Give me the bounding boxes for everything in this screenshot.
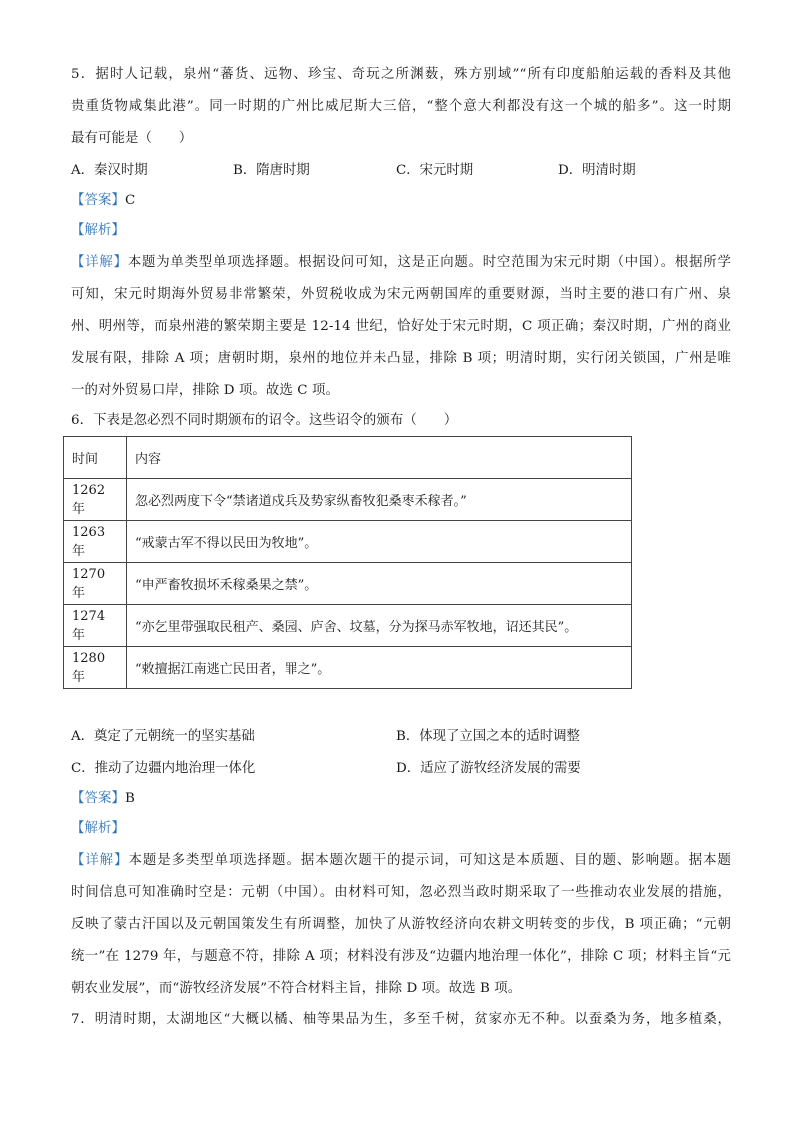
edicts-table — [63, 436, 632, 689]
q5-detail-line-1 — [71, 252, 731, 274]
q5-stem-line-2: 贵重货物咸集此港”。同一时期的广州比威尼斯大三倍，“整个意大利都没有这一个城的船多”。这一时期 — [71, 99, 731, 114]
table-cell-year: 1270 年 — [64, 563, 127, 605]
detail-text: 本题为单类型单项选择题。根据设问可知，这是正向题。时空范围为宋元时期（中国）。根据所学 — [127, 255, 731, 270]
q5-detail-line-4: 发展有限，排除 A 项；唐朝时期，泉州的地位并未凸显，排除 B 项；明清时期，实行闭关锁国，广州是唯 — [71, 351, 731, 366]
table-cell-content: “申严畜牧损坏禾稼桑果之禁”。 — [127, 563, 632, 605]
table-cell-content: 忽必烈两度下令“禁诸道戍兵及势家纵畜牧犯桑枣禾稼者。” — [127, 479, 632, 521]
table-header-time: 时间 — [64, 437, 127, 479]
q5-option-d: D．明清时期 — [558, 163, 636, 178]
table-cell-year: 1280 年 — [64, 647, 127, 689]
q6-detail-line-2: 时间信息可知准确时空是：元朝（中国）。由材料可知，忽必烈当政时期采取了一些推动农业发展的措施， — [71, 885, 731, 900]
detail-text: 本题是多类型单项选择题。据本题次题干的提示词，可知这是本质题、目的题、影响题。据本题 — [128, 853, 731, 868]
q6-stem: 6．下表是忽必烈不同时期颁布的诏令。这些诏令的颁布（ ） — [71, 413, 458, 428]
table-row — [64, 605, 632, 647]
q5-stem-line-3: 最有可能是（ ） — [71, 131, 193, 146]
table-header-row — [64, 437, 632, 479]
q6-analysis-tag — [71, 818, 731, 840]
table-row — [64, 647, 632, 689]
answer-tag: 【答案】 — [71, 193, 125, 208]
q7-stem-line-1: 7．明清时期，太湖地区“大概以橘、柚等果品为生，多至千树，贫家亦无不种。以蚕桑为务，地多植桑， — [71, 1012, 731, 1027]
q5-option-b: B．隋唐时期 — [233, 163, 310, 178]
q5-detail-line-2: 可知，宋元时期海外贸易非常繁荣，外贸税收成为宋元两朝国库的重要财源，当时主要的港口有广州、泉 — [71, 287, 731, 302]
table-cell-content: “亦乞里带强取民租产、桑园、庐舍、坟墓，分为探马赤军牧地，诏还其民”。 — [127, 605, 632, 647]
table-cell-year: 1263 年 — [64, 521, 127, 563]
answer-value: C — [124, 193, 136, 208]
detail-tag: 【详解】 — [71, 853, 129, 868]
answer-tag: 【答案】 — [71, 791, 125, 806]
table-row — [64, 521, 632, 563]
q6-answer — [71, 788, 731, 810]
q6-detail-line-1 — [71, 850, 731, 872]
answer-value: B — [124, 791, 135, 806]
table-cell-year: 1274 年 — [64, 605, 127, 647]
q6-option-c: C．推动了边疆内地治理一体化 — [71, 761, 256, 776]
table-row — [64, 563, 632, 605]
q6-option-b: B．体现了立国之本的适时调整 — [396, 729, 580, 744]
q5-option-c: C．宋元时期 — [396, 163, 474, 178]
q5-answer — [71, 190, 731, 212]
table-cell-content: “敕擅据江南逃亡民田者，罪之”。 — [127, 647, 632, 689]
q5-detail-line-3: 州、明州等，而泉州港的繁荣期主要是 12-14 世纪，恰好处于宋元时期，C 项正确；秦汉时期，广州的商业 — [71, 319, 731, 334]
q6-detail-line-5: 朝农业发展”，而“游牧经济发展”不符合材料主旨，排除 D 项。故选 B 项。 — [71, 981, 522, 996]
q6-detail-line-3: 反映了蒙古汗国以及元朝国策发生有所调整，加快了从游牧经济向农耕文明转变的步伐，B 项正确；“元朝 — [71, 917, 731, 932]
table-header-content: 内容 — [127, 437, 632, 479]
q6-option-d: D．适应了游牧经济发展的需要 — [396, 761, 581, 776]
q5-analysis-tag — [71, 220, 731, 242]
table-cell-content: “戒蒙古军不得以民田为牧地”。 — [127, 521, 632, 563]
q5-stem-line-1: 5．据时人记载，泉州“蕃货、远物、珍宝、奇玩之所渊薮，殊方别域”“所有印度船舶运载的香料及其他 — [71, 67, 731, 82]
table-cell-year: 1262 年 — [64, 479, 127, 521]
q6-option-a: A．奠定了元朝统一的坚实基础 — [71, 729, 255, 744]
analysis-tag: 【解析】 — [71, 223, 125, 238]
q5-option-a: A．秦汉时期 — [71, 163, 148, 178]
detail-tag: 【详解】 — [71, 255, 128, 270]
q6-detail-line-4: 统一”在 1279 年，与题意不符，排除 A 项；材料没有涉及“边疆内地治理一体化”，排除 C 项；材料主旨“元 — [71, 949, 731, 964]
q5-detail-line-5: 一的对外贸易口岸，排除 D 项。故选 C 项。 — [71, 383, 339, 398]
analysis-tag: 【解析】 — [71, 821, 125, 836]
table-row — [64, 479, 632, 521]
